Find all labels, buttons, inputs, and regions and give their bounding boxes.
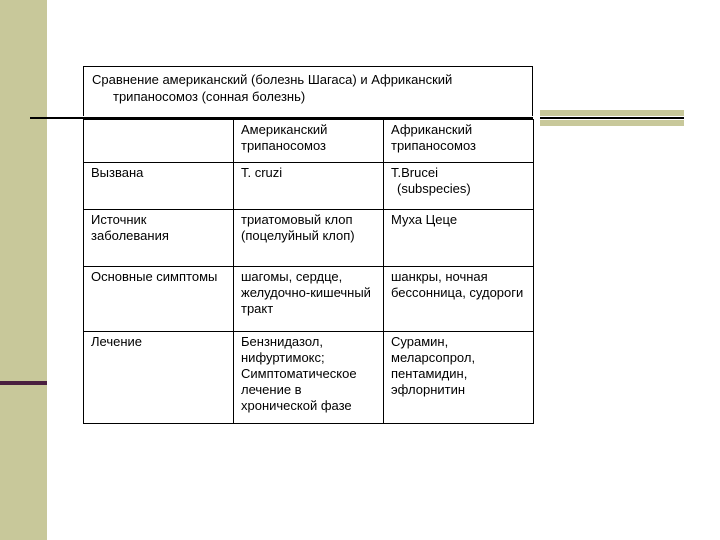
slide-title [92, 71, 522, 105]
table-header-row [84, 120, 534, 163]
decorative-block-bottom [540, 120, 684, 126]
cell-african: Сурамин, меларсопрол, пентамидин, эфлорнитин [384, 332, 534, 424]
cell-african: шанкры, ночная бессонница, судороги [384, 267, 534, 332]
header-cell-american: Американский трипаносомоз [234, 120, 384, 163]
cell-african-main: T.Brucei [391, 165, 438, 180]
cell-american: Бензнидазол, нифуртимокс; Симптоматическое лечение в хронической фазе [234, 332, 384, 424]
table-row [84, 267, 534, 332]
title-line-2: трипаносомоз (сонная болезнь) [113, 89, 306, 104]
cell-american: триатомовый клоп (поцелуйный клоп) [234, 210, 384, 267]
decorative-block-top [540, 110, 684, 116]
decorative-rule-right [540, 117, 684, 119]
cell-african [384, 163, 534, 210]
cell-african-sub: (subspecies) [397, 181, 471, 196]
table-row [84, 332, 534, 424]
cell-american: шагомы, сердце, желудочно-кишечный тракт [234, 267, 384, 332]
cell-african: Муха Цеце [384, 210, 534, 267]
row-label: Вызвана [84, 163, 234, 210]
header-cell-empty [84, 120, 234, 163]
table-row [84, 163, 534, 210]
cell-american: T. cruzi [234, 163, 384, 210]
row-label: Источник заболевания [84, 210, 234, 267]
row-label: Лечение [84, 332, 234, 424]
title-box [83, 66, 533, 116]
header-cell-african: Африканский трипаносомоз [384, 120, 534, 163]
left-bar-accent-line [0, 381, 47, 385]
table-row [84, 210, 534, 267]
row-label: Основные симптомы [84, 267, 234, 332]
comparison-table [83, 119, 534, 424]
title-line-1: Сравнение американский (болезнь Шагаса) и Африканский [92, 72, 453, 87]
left-decorative-bar [0, 0, 47, 540]
